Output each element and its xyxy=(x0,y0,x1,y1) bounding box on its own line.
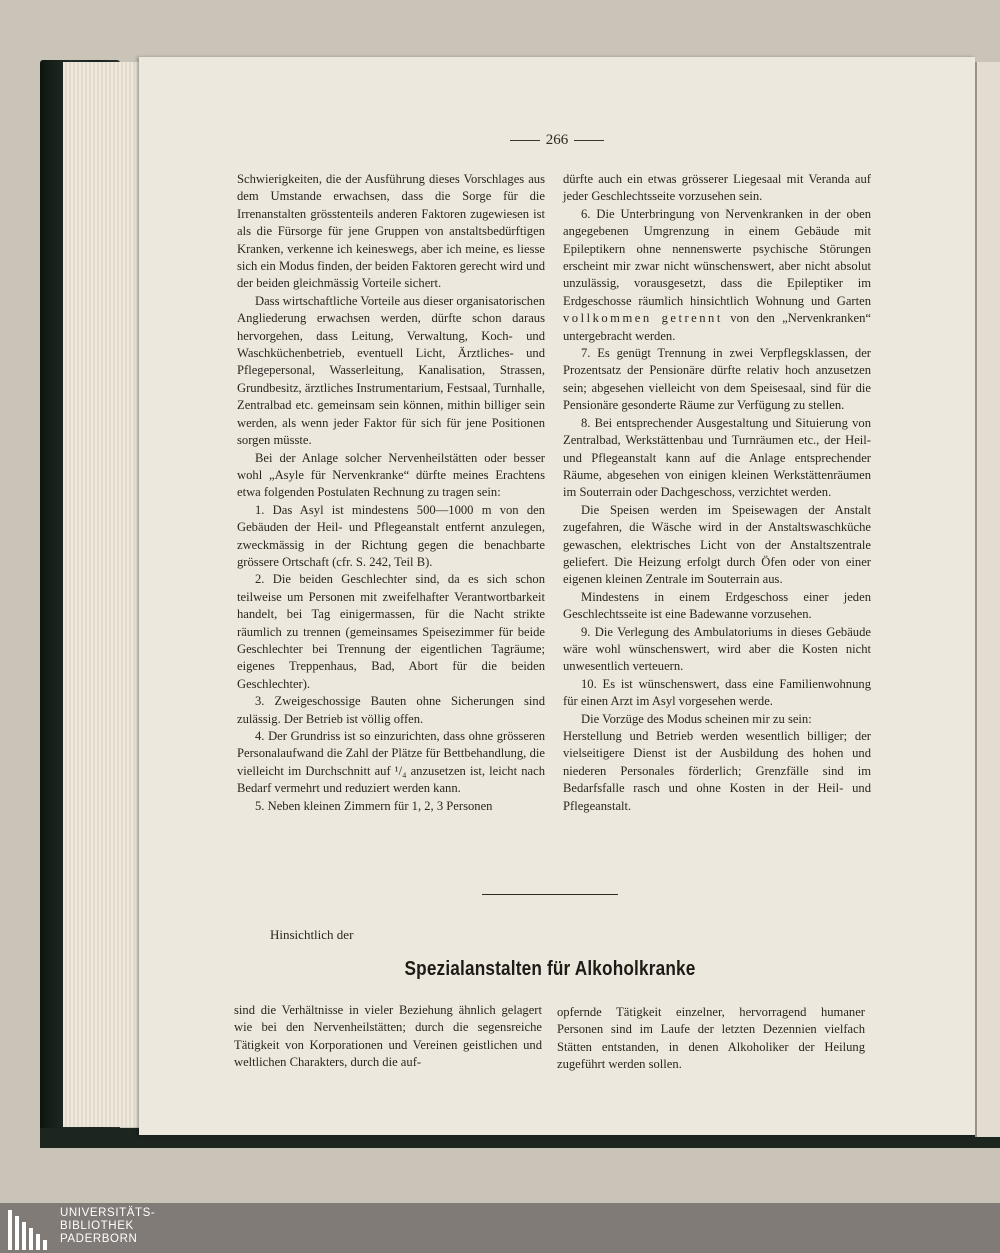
paragraph: 7. Es genügt Trennung in zwei Verpflegsklassen, der Prozentsatz der Pensionäre dürfte relativ hoch anzusetzen sein; abgesehen vielleicht von dem Speisesaal, sind für die Pensionäre gesonderte Räume zur Verfügung zu stellen. xyxy=(563,346,871,413)
facing-page-edge xyxy=(975,62,1000,1137)
paragraph: Schwierigkeiten, die der Ausführung dieses Vorschlages aus dem Umstande erwachsen, dass die Sorge für die Irrenanstalten grösstenteils anderen Faktoren zugewiesen ist als die Fürsorge für jene Gruppen von anstaltsbedürftigen Kranken, verkenne ich keineswegs, aber ich meine, es liesse sich ein Modus finden, der beiden Faktoren gerecht wird und der beiden gleichmässig Vorteile sichert. xyxy=(237,172,545,291)
section-heading: Spezialanstalten für Alkoholkranke xyxy=(404,958,696,980)
paragraph: Bei der Anlage solcher Nervenheilstätten oder besser wohl „Asyle für Nervenkranke“ dürfte meines Erachtens etwa folgenden Postulaten Rechnung zu tragen sein: xyxy=(237,450,545,500)
spaced-emphasis: vollkommen getrennt xyxy=(563,311,723,326)
library-name-line: BIBLIOTHEK xyxy=(60,1220,134,1232)
page-edges xyxy=(63,62,143,1127)
bottom-right-text: opfernde Tätigkeit einzelner, hervorragend humaner Personen sind im Laufe der letzten Dezennien vielfach Stätten entstanden, in denen Alkoholiker der Heilung zugeführt werden sollen. xyxy=(557,1005,865,1072)
library-footer-bar xyxy=(0,1203,1000,1253)
paragraph: Herstellung und Betrieb werden wesentlich billiger; der vielseitigere Dienst ist der Ausbildung des hohen und niederen Personales förderlich; Grenzfälle sind im Bedarfsfalle rasch und ohne Kosten in der Heil- und Pflegeanstalt. xyxy=(563,729,871,813)
paragraph: Die Vorzüge des Modus scheinen mir zu sein: xyxy=(581,711,812,726)
paragraph: Die Speisen werden im Speisewagen der Anstalt zugefahren, die Wäsche wird in der Anstaltswaschküche gewaschen, elektrisches Licht von der Anstaltszentrale geliefert. Die Heizung erfolgt durch Öfen oder von einer eigenen kleinen Zentrale im Souterrain aus. xyxy=(563,502,871,587)
text-run: von den „Nervenkranken“ untergebracht werden. xyxy=(563,311,871,343)
paragraph: 8. Bei entsprechender Ausgestaltung und Situierung von Zentralbad, Werkstättenbau und Turnräumen etc., der Heil- und Pflegeanstalt kann auf die Anlage entsprechender Räume, abgesehen von einigen kleinen Werkstättenräumen im Souterrain oder Dachgeschoss, verzichtet werden. xyxy=(563,415,871,500)
right-column xyxy=(563,171,871,815)
paragraph: 10. Es ist wünschenswert, dass eine Familienwohnung für einen Arzt im Asyl vorgesehen werde. xyxy=(563,676,871,709)
section-divider xyxy=(482,894,618,895)
library-logo-icon xyxy=(6,1206,52,1250)
paragraph: 4. Der Grundriss ist so einzurichten, dass ohne grösseren Personalaufwand die Zahl der Plätze für Bettbehandlung, die vielleicht im Durchschnitt auf ¹/₄ anzusetzen ist, leicht nach Bedarf vermehrt und reduziert werden kann. xyxy=(237,729,545,796)
lead-in-text: Hinsichtlich der xyxy=(270,927,354,942)
text-run: 6. Die Unterbringung von Nervenkranken in der oben angegebenen Umgrenzung in einem Gebäude mit Epileptikern ohne nennenswerte psychische Störungen erscheint mir zwar nicht wünschenswert, aber nicht absolut unzulässig, vorausgesetzt, dass die Epileptiker im Erdgeschosse räumlich hinsichtlich Wohnung und Garten xyxy=(563,206,871,308)
left-column xyxy=(237,171,545,815)
paragraph: Mindestens in einem Erdgeschoss einer jeden Geschlechtsseite ist eine Badewanne vorzusehen. xyxy=(563,589,871,622)
library-name-line: UNIVERSITÄTS- xyxy=(60,1207,156,1219)
library-name-line: PADERBORN xyxy=(60,1233,138,1245)
paragraph: 1. Das Asyl ist mindestens 500—1000 m von den Gebäuden der Heil- und Pflegeanstalt entfernt anzulegen, zweckmässig in der Richtung gegen die benachbarte grössere Ortschaft (cfr. S. 242, Teil B). xyxy=(237,502,545,569)
header-dash-right xyxy=(574,140,604,141)
library-name xyxy=(60,1207,155,1246)
paragraph-6 xyxy=(563,206,871,345)
page-header xyxy=(497,132,617,149)
page-number: 266 xyxy=(545,132,569,148)
paragraph: 2. Die beiden Geschlechter sind, da es sich schon teilweise um Personen mit zweifelhafter Verantwortbarkeit handelt, bei Tag einigermassen, für die Nacht strikte räumlich zu trennen (gemeinsames Speisezimmer für beide Geschlechter bei Trennung der eigentlichen Tagräume; eigenes Treppenhaus, Bad, Abort für die beiden Geschlechter). xyxy=(237,572,545,691)
bottom-left-text: sind die Verhältnisse in vieler Beziehung ähnlich gelagert wie bei den Nervenheilstätten; durch die segensreiche Tätigkeit von Korporationen und Vereinen geistlichen und weltlichen Charakters, durch die auf- xyxy=(234,1003,542,1070)
paragraph: 3. Zweigeschossige Bauten ohne Sicherungen sind zulässig. Der Betrieb ist völlig offen. xyxy=(237,694,545,726)
header-dash-left xyxy=(510,140,540,141)
paragraph: dürfte auch ein etwas grösserer Liegesaal mit Veranda auf jeder Geschlechtsseite vorzusehen sein. xyxy=(563,172,871,204)
paragraph: 5. Neben kleinen Zimmern für 1, 2, 3 Personen xyxy=(255,798,493,813)
paragraph: 9. Die Verlegung des Ambulatoriums in dieses Gebäude wäre wohl wünschenswert, wird aber die Kosten nicht unwesentlich verteuern. xyxy=(563,624,871,674)
paragraph: Dass wirtschaftliche Vorteile aus dieser organisatorischen Angliederung erwachsen werden, dürfte schon daraus hervorgehen, dass Leitung, Verwaltung, Koch- und Waschküchenbetrieb, eventuell Licht, Ärztliches- und Pflegepersonal, Wasserleitung, Kanalisation, Strassen, Grundbesitz, ärztliches Instrumentarium, Festsaal, Turnhalle, Zentralbad etc. gemeinsam sein können, mithin billiger sein werden, als wenn jeder Faktor für sich für jene Positionen sorgen müsste. xyxy=(237,293,545,448)
